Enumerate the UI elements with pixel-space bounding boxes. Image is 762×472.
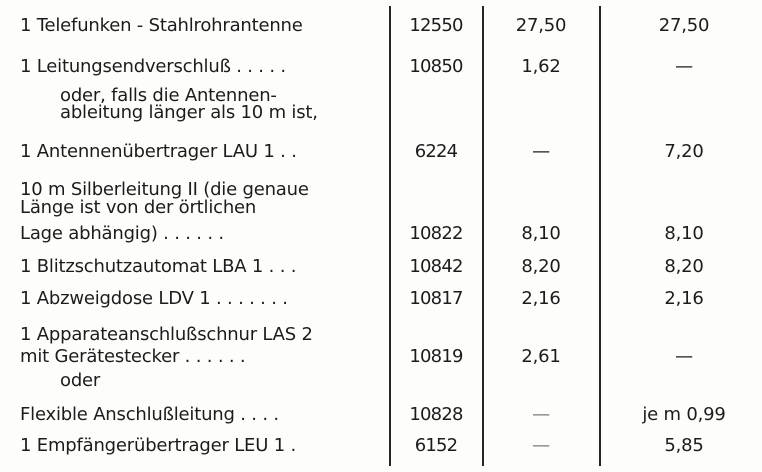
row-price-1: 2,61: [521, 346, 561, 367]
row-description: 1 Empfängerübertrager LEU 1 .: [20, 435, 296, 456]
row-description: oder: [60, 370, 101, 391]
row-order-number: 6152: [414, 435, 458, 456]
row-description: 10 m Silberleitung II (die genaue: [20, 179, 309, 200]
column-divider-2: [482, 6, 484, 466]
row-order-number: 10850: [409, 56, 463, 77]
row-price-2: 8,20: [664, 256, 704, 277]
row-price-1: 2,16: [521, 288, 561, 309]
row-description: 1 Antennenübertrager LAU 1 . .: [20, 141, 297, 162]
row-order-number: 10822: [409, 223, 463, 244]
row-order-number: 10828: [409, 404, 463, 425]
row-price-2: 2,16: [664, 288, 704, 309]
row-description: ableitung länger als 10 m ist,: [60, 102, 318, 123]
row-description: oder, falls die Antennen-: [60, 85, 277, 106]
row-order-number: 10817: [409, 288, 463, 309]
row-price-2: 27,50: [658, 15, 710, 36]
row-description: mit Gerätestecker . . . . . .: [20, 346, 246, 367]
row-description: 1 Telefunken - Stahlrohrantenne: [20, 15, 303, 36]
row-description: 1 Blitzschutzautomat LBA 1 . . .: [20, 256, 297, 277]
row-order-number: 10842: [409, 256, 463, 277]
row-description: Flexible Anschlußleitung . . . .: [20, 404, 279, 425]
row-price-1: —: [532, 141, 550, 162]
row-price-2: 8,10: [664, 223, 704, 244]
column-divider-1: [389, 6, 391, 466]
row-price-1: 27,50: [515, 15, 567, 36]
row-price-2: je m 0,99: [642, 404, 726, 425]
row-price-1: 8,10: [521, 223, 561, 244]
row-price-2: —: [675, 346, 693, 367]
row-price-1: 1,62: [521, 56, 561, 77]
row-description: 1 Leitungsendverschluß . . . . .: [20, 56, 286, 77]
row-description: Lage abhängig) . . . . . .: [20, 223, 224, 244]
row-order-number: 12550: [409, 15, 463, 36]
row-price-2: 5,85: [664, 435, 704, 456]
row-price-1: —: [532, 435, 550, 456]
row-description: 1 Apparateanschlußschnur LAS 2: [20, 324, 313, 345]
row-price-1: —: [532, 404, 550, 425]
row-price-2: —: [675, 56, 693, 77]
column-divider-3: [599, 6, 601, 466]
row-order-number: 6224: [414, 141, 458, 162]
row-price-2: 7,20: [664, 141, 704, 162]
row-price-1: 8,20: [521, 256, 561, 277]
row-description: Länge ist von der örtlichen: [20, 197, 257, 218]
row-description: 1 Abzweigdose LDV 1 . . . . . . .: [20, 288, 288, 309]
row-order-number: 10819: [409, 346, 463, 367]
